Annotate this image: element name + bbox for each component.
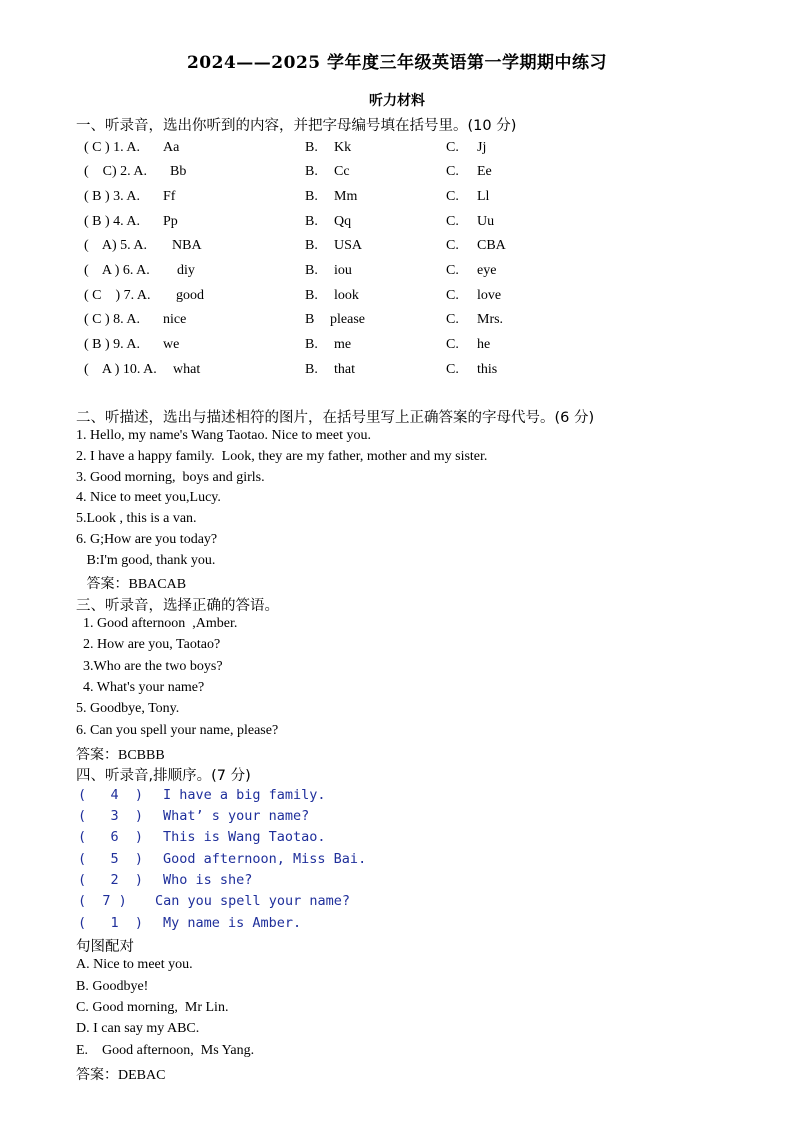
option-c: Ll	[477, 189, 490, 204]
option-c-label: C.	[446, 288, 459, 303]
option-b-label: B.	[305, 337, 318, 352]
option-c: Ee	[477, 164, 492, 179]
option-c-label: C.	[446, 312, 459, 327]
option-c-label: C.	[446, 164, 459, 179]
option-c-label: C.	[446, 337, 459, 352]
option-c-label: C.	[446, 263, 459, 278]
order-text: My name is Amber.	[163, 915, 302, 931]
option-b: look	[334, 288, 359, 303]
option-b: Cc	[334, 164, 350, 179]
option-c: eye	[477, 263, 497, 278]
option-b-label: B.	[305, 263, 318, 278]
order-bracket: ( 5 )	[78, 851, 144, 867]
sentence-line: 1. Good afternoon ,Amber.	[76, 616, 238, 631]
order-text: Can you spell your name?	[155, 893, 351, 909]
option-a: Ff	[163, 189, 176, 204]
sentence-line: 6. Can you spell your name, please?	[76, 723, 279, 738]
answer-bracket: ( A ) 10. A.	[84, 362, 157, 377]
sentence-line: 6. G;How are you today?	[76, 532, 218, 547]
sentence-line: 4. What's your name?	[76, 680, 205, 695]
answer-line: 答案：BCBBB	[76, 748, 165, 763]
answer-line: 答案：DEBAC	[76, 1068, 166, 1083]
option-c: this	[477, 362, 498, 377]
option-c: love	[477, 288, 502, 303]
option-c-label: C.	[446, 140, 459, 155]
sentence-line: E. Good afternoon, Ms Yang.	[76, 1043, 255, 1058]
option-c-label: C.	[446, 189, 459, 204]
order-text: What’ s your name?	[163, 808, 310, 824]
answer-bracket: ( B ) 9. A.	[84, 337, 140, 352]
sentence-line: 2. How are you, Taotao?	[76, 637, 221, 652]
sentence-line: D. I can say my ABC.	[76, 1021, 200, 1036]
option-b: USA	[334, 238, 363, 253]
order-text: This is Wang Taotao.	[163, 829, 326, 845]
order-bracket: ( 4 )	[78, 787, 144, 803]
page-subtitle: 听力材料	[369, 93, 425, 109]
option-b: Kk	[334, 140, 352, 155]
order-text: I have a big family.	[163, 787, 326, 803]
option-a: Aa	[163, 140, 180, 155]
answer-bracket: ( B ) 3. A.	[84, 189, 140, 204]
order-text: Who is she?	[163, 872, 253, 888]
option-b: please	[330, 312, 365, 327]
option-c-label: C.	[446, 238, 459, 253]
answer-bracket: ( C ) 1. A.	[84, 140, 140, 155]
answer-bracket: ( A ) 6. A.	[84, 263, 150, 278]
option-c: CBA	[477, 238, 506, 253]
option-a: NBA	[172, 238, 202, 253]
option-a: what	[173, 362, 201, 377]
answer-bracket: ( C) 2. A.	[84, 164, 147, 179]
order-text: Good afternoon, Miss Bai.	[163, 851, 367, 867]
answer-bracket: ( C ) 8. A.	[84, 312, 140, 327]
option-a: diy	[177, 263, 195, 278]
option-a: Pp	[163, 214, 178, 229]
option-c: Jj	[477, 140, 487, 155]
sentence-line: 1. Hello, my name's Wang Taotao. Nice to meet you.	[76, 428, 371, 443]
order-bracket: ( 3 )	[78, 808, 144, 824]
option-c: Mrs.	[477, 312, 504, 327]
sentence-line: 3. Good morning, boys and girls.	[76, 470, 265, 485]
option-c-label: C.	[446, 214, 459, 229]
option-b-label: B.	[305, 288, 318, 303]
option-a: nice	[163, 312, 187, 327]
option-a: good	[176, 288, 204, 303]
option-b-label: B.	[305, 362, 318, 377]
option-b-label: B.	[305, 238, 318, 253]
sentence-line: 4. Nice to meet you,Lucy.	[76, 490, 221, 505]
option-c: Uu	[477, 214, 495, 229]
option-b-label: B.	[305, 214, 318, 229]
option-b-label: B.	[305, 164, 318, 179]
section2-heading: 二、听描述，选出与描述相符的图片，在括号里写上正确答案的字母代号。(6 分)	[76, 410, 595, 426]
option-b: that	[334, 362, 355, 377]
sentence-line: C. Good morning, Mr Lin.	[76, 1000, 229, 1015]
section5-heading: 句图配对	[76, 939, 134, 955]
option-a: Bb	[170, 164, 187, 179]
option-a: we	[163, 337, 180, 352]
page-title: 2024——2025 学年度三年级英语第一学期期中练习	[186, 53, 608, 73]
order-bracket: ( 6 )	[78, 829, 144, 845]
sentence-line: 5.Look , this is a van.	[76, 511, 197, 526]
option-b: Qq	[334, 214, 352, 229]
sentence-line: 2. I have a happy family. Look, they are my father, mother and my sister.	[76, 449, 488, 464]
option-b: me	[334, 337, 352, 352]
sentence-line: 3.Who are the two boys?	[76, 659, 223, 674]
option-b: iou	[334, 263, 352, 278]
option-b: Mm	[334, 189, 358, 204]
sentence-line: 5. Goodbye, Tony.	[76, 701, 180, 716]
order-bracket: ( 2 )	[78, 872, 144, 888]
option-c: he	[477, 337, 491, 352]
order-bracket: ( 7 )	[78, 893, 127, 909]
sentence-line: B. Goodbye!	[76, 979, 149, 994]
option-c-label: C.	[446, 362, 459, 377]
option-b-label: B.	[305, 140, 318, 155]
sentence-line: A. Nice to meet you.	[76, 957, 193, 972]
order-bracket: ( 1 )	[78, 915, 144, 931]
option-b-label: B.	[305, 189, 318, 204]
section4-heading: 四、听录音,排顺序。(7 分)	[76, 768, 251, 784]
section3-heading: 三、听录音，选择正确的答语。	[76, 598, 279, 614]
answer-bracket: ( C ) 7. A.	[84, 288, 151, 303]
section1-heading: 一、听录音，选出你听到的内容，并把字母编号填在括号里。(10 分)	[76, 118, 517, 134]
answer-bracket: ( B ) 4. A.	[84, 214, 140, 229]
sentence-line: B:I'm good, thank you.	[76, 553, 216, 568]
answer-line: 答案：BBACAB	[76, 577, 187, 592]
option-b-label: B	[305, 312, 315, 327]
answer-bracket: ( A) 5. A.	[84, 238, 147, 253]
